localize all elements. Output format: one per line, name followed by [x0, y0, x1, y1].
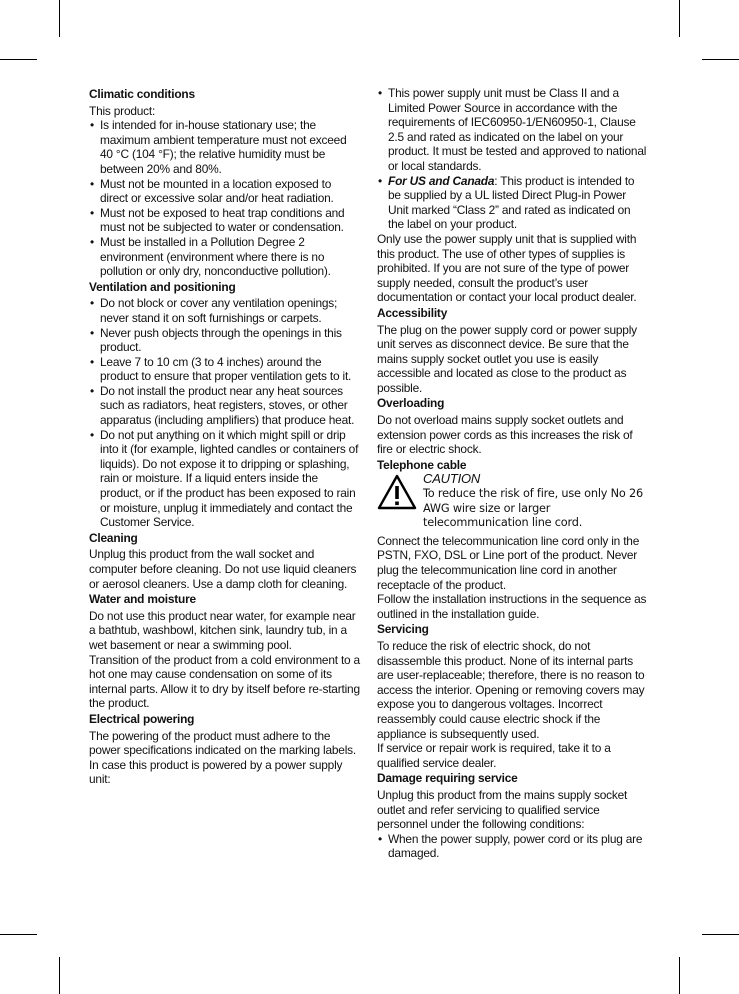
us-canada-label: For US and Canada [388, 173, 495, 188]
list-item: • Must be installed in a Pollution Degree 2 environment (environment where there is no pollution or only dry, nonconductive pollution). [89, 235, 360, 279]
caution-block [377, 472, 649, 530]
right-column [377, 86, 649, 861]
crop-mark-top-right-horizontal [702, 59, 739, 60]
overloading-heading: Overloading [377, 396, 445, 411]
list-item: • Must not be exposed to heat trap conditions and must not be subjected to water or condensation. [89, 206, 360, 235]
list-item: • When the power supply, power cord or its plug are damaged. [377, 832, 649, 861]
cleaning-heading: Cleaning [89, 530, 138, 545]
ventilation-list [89, 296, 360, 530]
servicing-text-2: If service or repair work is required, take it to a qualified service dealer. [377, 741, 611, 770]
left-column [89, 86, 360, 787]
list-item: • Do not install the product near any heat sources such as radiators, heat registers, stoves, or other apparatus (including amplifiers) that produce heat. [89, 384, 360, 428]
crop-mark-bottom-right-vertical [679, 957, 680, 994]
list-item: • Never push objects through the openings in this product. [89, 326, 360, 355]
caution-title: CAUTION [423, 471, 481, 487]
crop-mark-top-left-horizontal [0, 59, 37, 60]
damage-text: Unplug this product from the mains supply socket outlet and refer servicing to qualified service personnel under the following conditions: [377, 787, 628, 832]
warning-triangle-icon [377, 472, 423, 530]
telephone-text-2: Follow the installation instructions in the sequence as outlined in the installation guide. [377, 592, 647, 621]
list-item: • Is intended for in-house stationary use; the maximum ambient temperature must not exceed 40 °C (104 °F); the relative humidity must be between 20% and 80%. [89, 118, 360, 176]
climatic-conditions-heading: Climatic conditions [89, 87, 195, 101]
servicing-text-1: To reduce the risk of electric shock, do not disassemble this product. None of its internal parts are user-replaceable; therefore, there is no reason to access the interior. Opening or removing covers may expose you to dangerous voltages. Incorrect reassembly could cause electric shock if the appliance is subsequently used. [377, 638, 645, 741]
servicing-heading: Servicing [377, 622, 429, 637]
damage-list [377, 832, 649, 861]
climatic-intro: This product: [89, 103, 156, 118]
accessibility-heading: Accessibility [377, 305, 448, 320]
list-item [377, 174, 649, 232]
water-moisture-heading: Water and moisture [89, 592, 196, 607]
electrical-text-2: In case this product is powered by a power supply unit: [89, 757, 343, 787]
electrical-text-1: The powering of the product must adhere to the power specifications indicated on the marking labels. [89, 728, 357, 758]
water-text-1: Do not use this product near water, for example near a bathtub, washbowl, kitchen sink, laundry tub, in a wet basement or near a swimming pool. [89, 608, 356, 652]
damage-heading: Damage requiring service [377, 771, 518, 786]
electrical-powering-heading: Electrical powering [89, 711, 195, 726]
crop-mark-top-right-vertical [679, 0, 680, 37]
list-item: • This power supply unit must be Class II and a Limited Power Source in accordance with the requirements of IEC60950-1/EN60950-1, Clause 2.5 and rated as indicated on the label on your product. It must be tested and approved to national or local standards. [377, 86, 649, 174]
power-supply-note: Only use the power supply unit that is supplied with this product. The use of other types of supplies is prohibited. If you are not sure of the type of power supply needed, consult the product’s user documentation or contact your local product dealer. [377, 231, 637, 305]
list-item: • Do not block or cover any ventilation openings; never stand it on soft furnishings or carpets. [89, 296, 360, 325]
crop-mark-bottom-right-horizontal [702, 934, 739, 935]
list-item: • Do not put anything on it which might spill or drip into it (for example, lighted candles or containers of liquids). Do not expose it to dripping or splashing, rain or moisture. If a liquid enters inside the product, or if the product has been exposed to rain or moisture, unplug it immediately and contact the Customer Service. [89, 428, 360, 530]
overloading-text: Do not overload mains supply socket outlets and extension power cords as this increases the risk of fire or electric shock. [377, 413, 633, 457]
climatic-list [89, 118, 360, 279]
telephone-text-1: Connect the telecommunication line cord only in the PSTN, FXO, DSL or Line port of the product. Never plug the telecommunication line cord in another receptacle of the product. [377, 533, 640, 592]
list-item: • Leave 7 to 10 cm (3 to 4 inches) around the product to ensure that proper ventilation gets to it. [89, 355, 360, 384]
caution-text-wrap [423, 472, 649, 530]
power-supply-list [377, 86, 649, 232]
crop-mark-bottom-left-vertical [59, 957, 60, 994]
crop-mark-top-left-vertical [59, 0, 60, 37]
cleaning-text: Unplug this product from the wall socket and computer before cleaning. Do not use liquid cleaners or aerosol cleaners. Use a damp cloth for cleaning. [89, 547, 357, 591]
ventilation-heading: Ventilation and positioning [89, 279, 236, 294]
us-canada-text: : This product is intended to be supplied by a UL listed Direct Plug-in Power Unit marked “Class 2” and rated as indicated on the label on your product. [388, 173, 635, 232]
telephone-cable-heading: Telephone cable [377, 457, 467, 472]
list-item: • Must not be mounted in a location exposed to direct or excessive solar and/or heat radiation. [89, 177, 360, 206]
crop-mark-bottom-left-horizontal [0, 934, 37, 935]
water-text-2: Transition of the product from a cold environment to a hot one may cause condensation on some of its internal parts. Allow it to dry by itself before re-starting the product. [89, 652, 360, 711]
caution-text: To reduce the risk of fire, use only No 26 AWG wire size or larger telecommunication line cord. [423, 487, 643, 530]
accessibility-text: The plug on the power supply cord or power supply unit serves as disconnect device. Be sure that the mains supply socket outlet you use is easily accessible and located as close to the product as possible. [377, 322, 637, 395]
